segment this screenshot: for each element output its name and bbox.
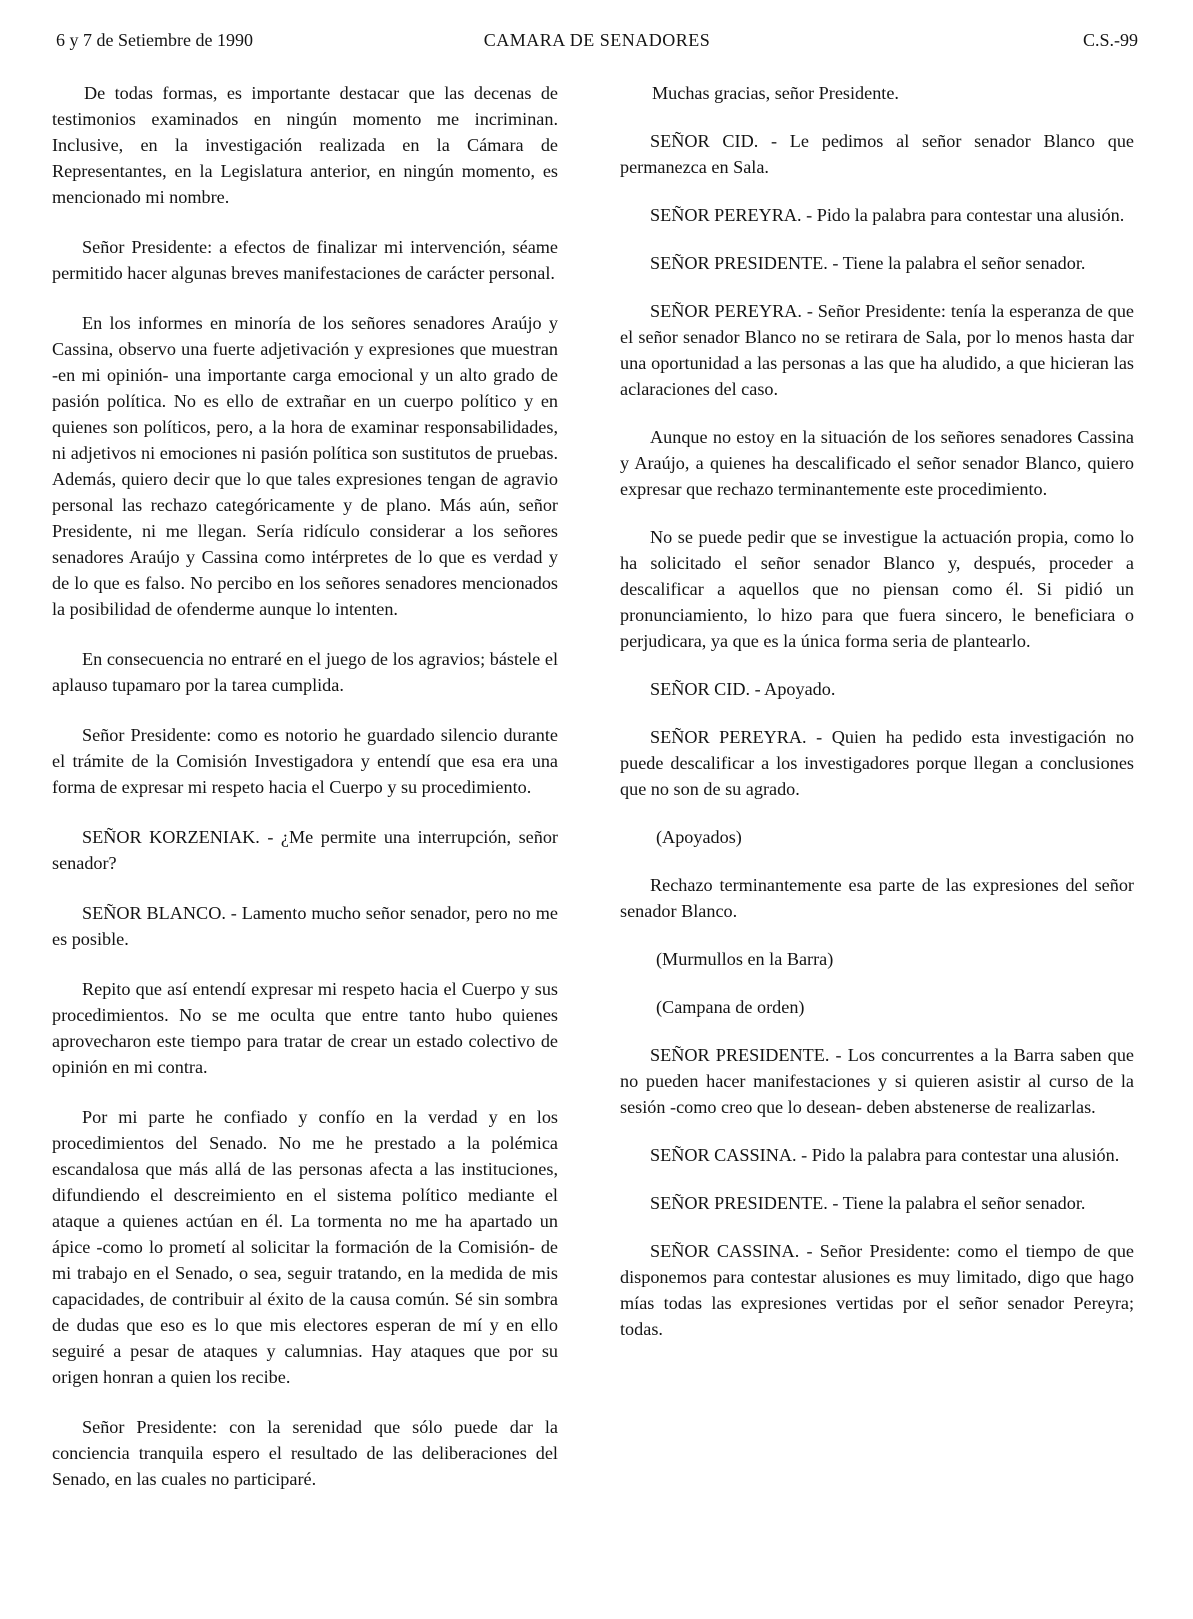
left-column — [52, 80, 558, 1492]
speaker-paragraph: SEÑOR PEREYRA. - Quien ha pedido esta investigación no puede descalificar a los investigadores porque llegan a conclusiones que no son de su agrado. — [620, 727, 1134, 799]
speaker-paragraph: SEÑOR BLANCO. - Lamento mucho señor senador, pero no me es posible. — [52, 903, 558, 949]
paragraph: En los informes en minoría de los señores senadores Araújo y Cassina, observo una fuerte adjetivación y expresiones que muestran -en mi opinión- una importante carga emocional y un alto grado de pasión política. No es ello de extrañar en un cuerpo político y en quienes son políticos, pero, a la hora de examinar responsabilidades, ni adjetivos ni emociones ni pasión política son sustitutos de pruebas. Además, quiero decir que lo que tales expresiones tengan de agravio personal las rechazo categóricamente y de plano. Más aún, señor Presidente, ni me llegan. Sería ridículo considerar a los señores senadores Araújo y Cassina como intérpretes de lo que es verdad y de lo que es falso. No percibo en los señores senadores mencionados la posibilidad de ofenderme aunque lo intenten. — [52, 313, 558, 619]
speaker-paragraph: SEÑOR PEREYRA. - Señor Presidente: tenía la esperanza de que el señor senador Blanco no se retirara de Sala, por lo menos hasta dar una oportunidad a las personas a las que ha aludido, a que hicieran las aclaraciones del caso. — [620, 301, 1134, 399]
page-reference: C.S.-99 — [1082, 30, 1138, 50]
speaker-paragraph: SEÑOR PEREYRA. - Pido la palabra para contestar una alusión. — [650, 205, 1125, 225]
speaker-paragraph: SEÑOR CID. - Le pedimos al señor senador Blanco que permanezca en Sala. — [620, 131, 1134, 177]
paragraph: Rechazo terminantemente esa parte de las expresiones del señor senador Blanco. — [620, 875, 1134, 921]
speaker-paragraph: SEÑOR PRESIDENTE. - Tiene la palabra el señor senador. — [650, 1193, 1086, 1213]
speaker-paragraph: SEÑOR CASSINA. - Señor Presidente: como el tiempo de que disponemos para contestar alusiones es muy limitado, digo que hago mías todas las expresiones vertidas por el señor senador Pereyra; todas. — [620, 1241, 1134, 1339]
stage-direction: (Campana de orden) — [656, 997, 805, 1017]
paragraph: Muchas gracias, señor Presidente. — [652, 83, 899, 103]
speaker-paragraph: SEÑOR PRESIDENTE. - Tiene la palabra el señor senador. — [650, 253, 1086, 273]
right-column — [620, 80, 1134, 1342]
paragraph: Por mi parte he confiado y confío en la verdad y en los procedimientos del Senado. No me he prestado a la polémica escandalosa que más allá de las personas afecta a las instituciones, difundiendo el descreimiento en el sistema político mediante el ataque a quienes actúan en él. La tormenta no me ha apartado un ápice -como lo prometí al solicitar la formación de la Comisión- de mi trabajo en el Senado, o sea, seguir tratando, en la medida de mis capacidades, de contribuir al éxito de la causa común. Sé sin sombra de dudas que eso es lo que mis electores esperan de mí y en ello seguiré a pesar de ataques y calumnias. Hay ataques que por su origen honran a quien los recibe. — [52, 1107, 558, 1387]
chamber-title: CAMARA DE SENADORES — [483, 30, 711, 50]
paragraph: De todas formas, es importante destacar que las decenas de testimonios examinados en ningún momento me incriminan. Inclusive, en la investigación realizada en la Cámara de Representantes, en la Legislatura anterior, en ningún momento, es mencionado mi nombre. — [52, 83, 558, 207]
stage-direction: (Apoyados) — [656, 827, 742, 847]
paragraph: Señor Presidente: con la serenidad que sólo puede dar la conciencia tranquila espero el resultado de las deliberaciones del Senado, en las cuales no participaré. — [52, 1417, 558, 1489]
paragraph: En consecuencia no entraré en el juego de los agravios; bástele el aplauso tupamaro por la tarea cumplida. — [52, 649, 558, 695]
paragraph: Repito que así entendí expresar mi respeto hacia el Cuerpo y sus procedimientos. No se me oculta que entre tanto hubo quienes aprovecharon este tiempo para tratar de crear un estado colectivo de opinión en mi contra. — [52, 979, 558, 1077]
page-header — [56, 30, 1138, 60]
speaker-paragraph: SEÑOR PRESIDENTE. - Los concurrentes a la Barra saben que no pueden hacer manifestaciones y si quieren asistir al curso de la sesión -como creo que lo desean- deben abstenerse de realizarlas. — [620, 1045, 1134, 1117]
speaker-paragraph: SEÑOR KORZENIAK. - ¿Me permite una interrupción, señor senador? — [52, 827, 558, 873]
paragraph: Señor Presidente: a efectos de finalizar mi intervención, séame permitido hacer algunas breves manifestaciones de carácter personal. — [52, 237, 558, 283]
stage-direction: (Murmullos en la Barra) — [656, 949, 834, 969]
session-date: 6 y 7 de Setiembre de 1990 — [56, 30, 253, 50]
speaker-paragraph: SEÑOR CID. - Apoyado. — [650, 679, 836, 699]
paragraph: No se puede pedir que se investigue la actuación propia, como lo ha solicitado el señor senador Blanco y, después, proceder a descalificar a aquellos que no piensan como él. Si pidió un pronunciamiento, lo hizo para que fuera sincero, le beneficiara o perjudicara, ya que es la única forma seria de plantearlo. — [620, 527, 1134, 651]
paragraph: Aunque no estoy en la situación de los señores senadores Cassina y Araújo, a quienes ha descalificado el señor senador Blanco, quiero expresar que rechazo terminantemente este procedimiento. — [620, 427, 1134, 499]
speaker-paragraph: SEÑOR CASSINA. - Pido la palabra para contestar una alusión. — [650, 1145, 1120, 1165]
paragraph: Señor Presidente: como es notorio he guardado silencio durante el trámite de la Comisión Investigadora y entendí que esa era una forma de expresar mi respeto hacia el Cuerpo y su procedimiento. — [52, 725, 558, 797]
